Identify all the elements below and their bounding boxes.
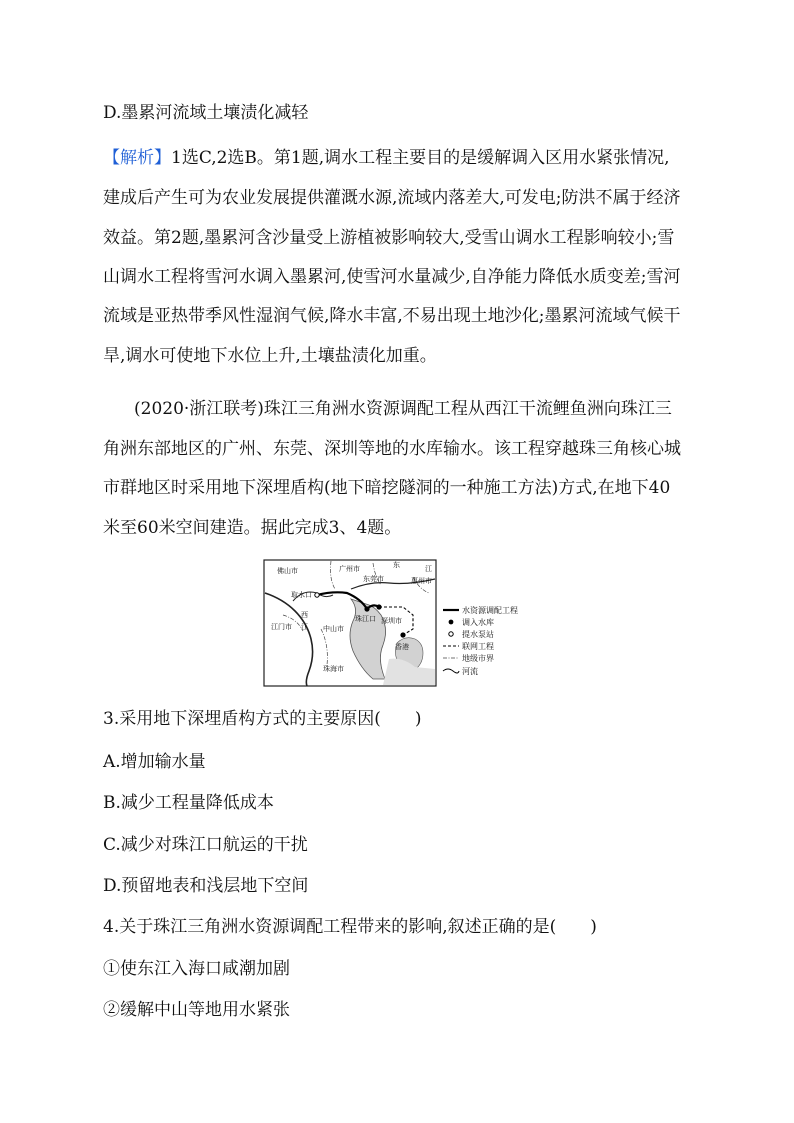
legend-symbol-pump: [449, 632, 453, 636]
analysis-text: 1选C,2选B。第1题,调水工程主要目的是缓解调入区用水紧张情况,: [171, 148, 670, 168]
question-3-option-a: A.增加输水量: [103, 752, 206, 772]
question-3-option-c: C.减少对珠江口航运的干扰: [103, 835, 308, 855]
label-jiang-east: 江: [425, 565, 432, 573]
analysis-line-2: 建成后产生可为农业发展提供灌溉水源,流域内落差大,可发电;防洪不属于经济: [103, 188, 681, 208]
question-3-option-d: D.预留地表和浅层地下空间: [103, 876, 309, 896]
question-4-statement-2: ②缓解中山等地用水紧张: [103, 1000, 290, 1020]
analysis-line-4: 山调水工程将雪河水调入墨累河,使雪河水量减少,自净能力降低水质变差;雪河: [103, 267, 681, 287]
label-guangzhou: 广州市: [339, 565, 360, 573]
legend-symbol-river: [443, 669, 459, 673]
label-foshan: 佛山市: [277, 567, 298, 575]
label-dong: 东: [393, 561, 400, 569]
legend-symbol-reservoir: [449, 620, 454, 625]
pearl-river-delta-map: [263, 559, 533, 689]
legend-label-pump: 提水泵站: [462, 630, 494, 639]
label-hongkong: 香港: [395, 643, 409, 651]
passage-line-1: (2020·浙江联考)珠江三角洲水资源调配工程从西江干流鲤鱼洲向珠江三: [134, 399, 672, 419]
map-legend: [443, 605, 518, 676]
question-4: 4.关于珠江三角洲水资源调配工程带来的影响,叙述正确的是( ): [103, 917, 597, 937]
analysis-line-5: 流域是亚热带季风性湿润气候,降水丰富,不易出现土地沙化;墨累河流域气候干: [103, 306, 681, 326]
map-figure: [263, 559, 533, 689]
reservoir-dot-3: [400, 632, 405, 637]
label-xi: 西: [301, 611, 308, 619]
label-huizhou: 惠州市: [411, 577, 432, 585]
legend-label-reservoir: 调入水库: [462, 618, 494, 627]
label-jiangmen: 江门市: [271, 623, 292, 631]
legend-label-boundary: 地级市界: [462, 654, 494, 663]
analysis-tag: 【解析】: [103, 148, 171, 168]
label-estuary: 珠江口: [355, 615, 376, 623]
label-shenzhen: 深圳市: [381, 617, 402, 625]
label-intake: 取水口: [291, 591, 312, 599]
analysis-line-6: 旱,调水可使地下水位上升,土壤盐渍化加重。: [103, 346, 437, 366]
reservoir-dot-2: [376, 604, 381, 609]
reservoir-dot-1: [364, 606, 369, 611]
question-4-statement-1: ①使东江入海口咸潮加剧: [103, 959, 290, 979]
analysis-line-1: [103, 147, 670, 169]
passage-line-2: 角洲东部地区的广州、东莞、深圳等地的水库输水。该工程穿越珠三角核心城: [103, 439, 681, 459]
label-jiang-west: 江: [301, 623, 308, 631]
passage-line-4: 米至60米空间建造。据此完成3、4题。: [103, 518, 402, 538]
label-dongguan: 东莞市: [363, 575, 384, 583]
legend-label-network: 联网工程: [462, 642, 494, 651]
question-3: 3.采用地下深埋盾构方式的主要原因( ): [103, 709, 422, 729]
option-d-previous: D.墨累河流域土壤渍化减轻: [103, 103, 309, 123]
legend-label-project: 水资源调配工程: [462, 606, 518, 615]
label-zhuhai: 珠海市: [323, 665, 344, 673]
legend-label-river: 河流: [462, 667, 478, 676]
passage-line-3: 市群地区时采用地下深埋盾构(地下暗挖隧洞的一种施工方法)方式,在地下40: [103, 478, 671, 498]
label-zhongshan: 中山市: [323, 625, 344, 633]
analysis-line-3: 效益。第2题,墨累河含沙量受上游植被影响较大,受雪山调水工程影响较小;雪: [103, 228, 675, 248]
pump-station-dot: [315, 593, 319, 597]
question-3-option-b: B.减少工程量降低成本: [103, 793, 274, 813]
